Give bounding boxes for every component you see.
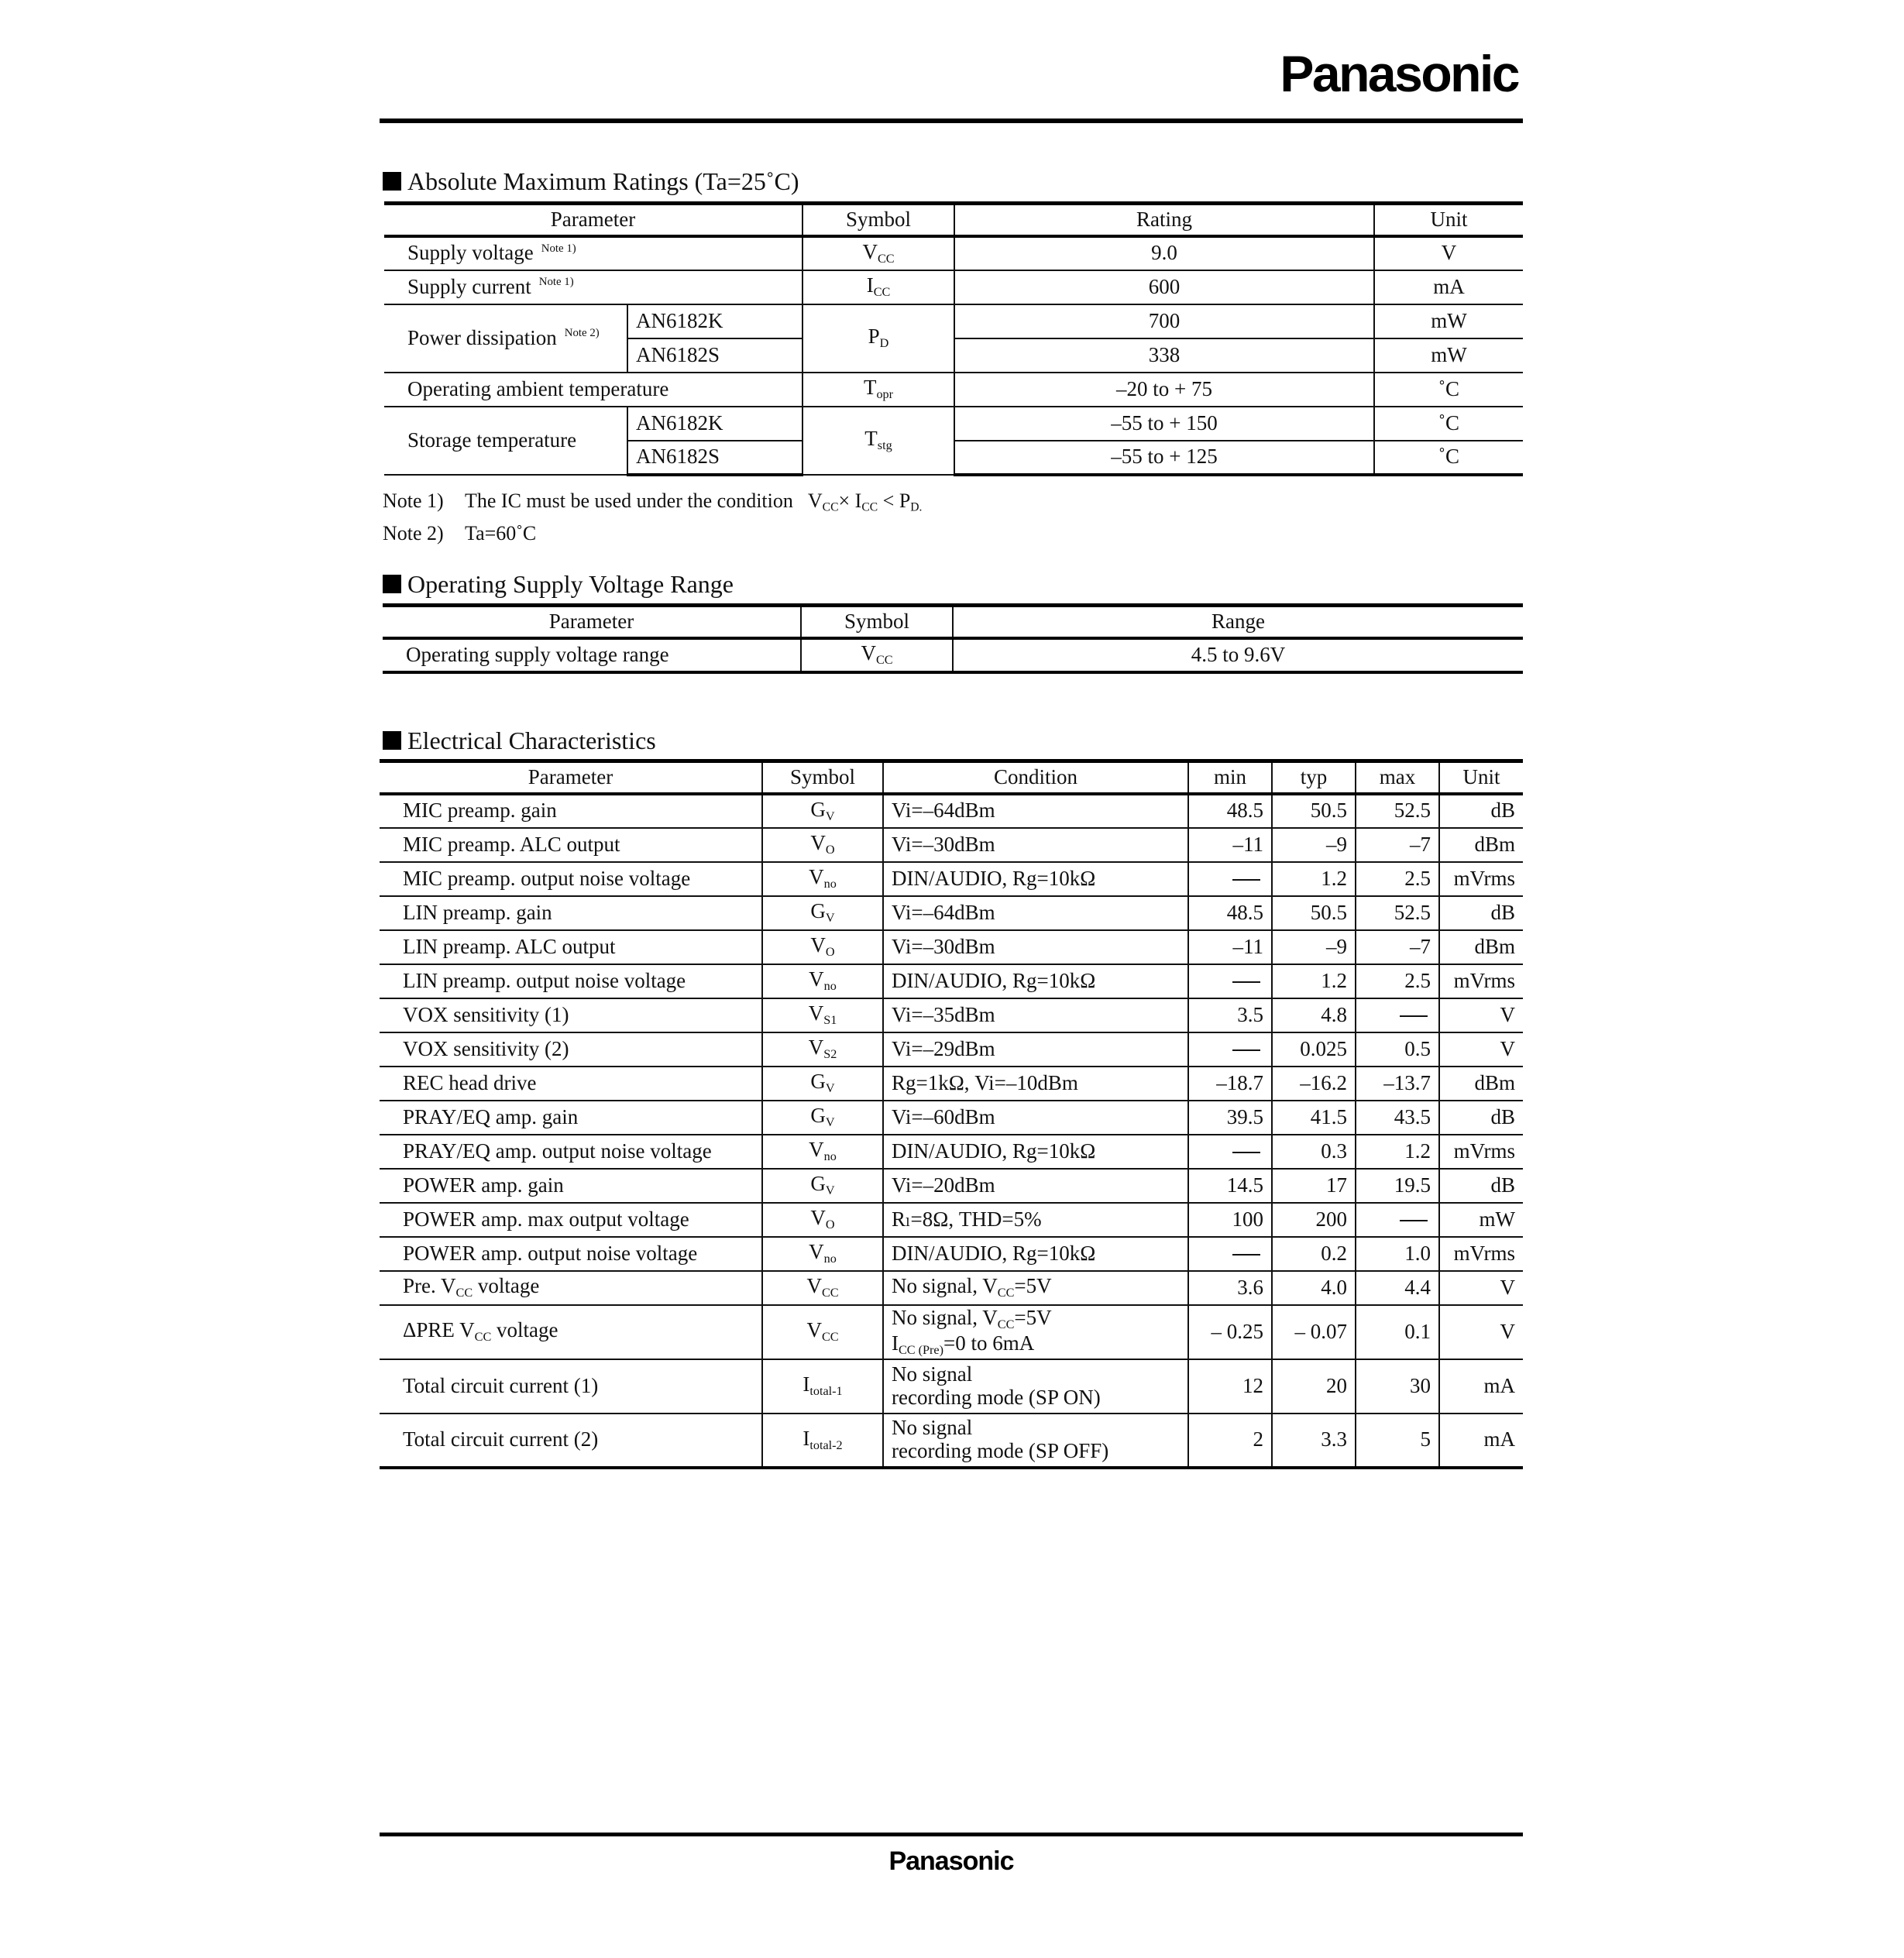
typ-cell: –9: [1272, 930, 1356, 964]
typ-cell: 0.025: [1272, 1032, 1356, 1067]
param-cell: MIC preamp. ALC output: [380, 828, 762, 862]
footer-logo: Panasonic: [888, 1846, 1014, 1876]
table-header-row: Parameter Symbol Rating Unit: [384, 204, 1523, 236]
symbol-cell: $V_{no}$: [762, 862, 883, 896]
unit-cell: dB: [1439, 1101, 1523, 1135]
unit-cell: mVrms: [1439, 862, 1523, 896]
param-cell: PRAY/EQ amp. gain: [380, 1101, 762, 1135]
min-cell: [1188, 1237, 1272, 1271]
not-specified-dash: [1232, 1152, 1260, 1153]
min-cell: 48.5: [1188, 794, 1272, 828]
table-row: [380, 1101, 1523, 1135]
typ-cell: 1.2: [1272, 964, 1356, 998]
max-cell: –7: [1356, 930, 1439, 964]
condition-cell: DIN/AUDIO, Rg=10kΩ: [883, 1135, 1188, 1169]
min-cell: –11: [1188, 828, 1272, 862]
table-row: [380, 896, 1523, 930]
param-cell: LIN preamp. gain: [380, 896, 762, 930]
op-range-title: Operating Supply Voltage Range: [383, 572, 734, 596]
max-cell: –13.7: [1356, 1067, 1439, 1101]
table-row: Operating ambient temperature $T_{opr}$ –20 to + 75 ˚C: [384, 373, 1523, 407]
section-square-icon: [383, 172, 401, 191]
min-cell: [1188, 1032, 1272, 1067]
unit-cell: mVrms: [1439, 1237, 1523, 1271]
max-cell: 1.0: [1356, 1237, 1439, 1271]
header-rule: [380, 119, 1523, 123]
param-cell: REC head drive: [380, 1067, 762, 1101]
min-cell: 3.5: [1188, 998, 1272, 1032]
param-cell: VOX sensitivity (2): [380, 1032, 762, 1067]
max-cell: [1356, 998, 1439, 1032]
condition-cell: Vi=–20dBm: [883, 1169, 1188, 1203]
max-cell: 52.5: [1356, 794, 1439, 828]
table-row: Storage temperature AN6182K $T_{stg}$ –55 to + 150 ˚C: [384, 407, 1523, 441]
table-row: [380, 1135, 1523, 1169]
condition-cell: Vi=–30dBm: [883, 828, 1188, 862]
typ-cell: –16.2: [1272, 1067, 1356, 1101]
not-specified-dash: [1232, 981, 1260, 983]
max-cell: 0.5: [1356, 1032, 1439, 1067]
param-cell: PRAY/EQ amp. output noise voltage: [380, 1135, 762, 1169]
min-cell: [1188, 862, 1272, 896]
min-cell: –18.7: [1188, 1067, 1272, 1101]
condition-cell: Vi=–29dBm: [883, 1032, 1188, 1067]
param-cell: POWER amp. gain: [380, 1169, 762, 1203]
min-cell: 39.5: [1188, 1101, 1272, 1135]
table-row: [380, 1067, 1523, 1101]
table-row: Pre. $V_{CC}$ voltage $V_{CC}$ No signal, $V_{CC}=5V$ 3.6 4.0 4.4 V: [380, 1271, 1523, 1305]
unit-cell: mVrms: [1439, 964, 1523, 998]
symbol-cell: $G_V$: [762, 896, 883, 930]
min-cell: [1188, 964, 1272, 998]
unit-cell: dB: [1439, 1169, 1523, 1203]
note-1: Note 1) The IC must be used under the condition $V_{CC}\times I_{CC} < P_{D.}$: [383, 490, 923, 514]
typ-cell: 4.8: [1272, 998, 1356, 1032]
symbol-cell: $G_V$: [762, 1101, 883, 1135]
table-row: [380, 828, 1523, 862]
condition-cell: Vi=–64dBm: [883, 794, 1188, 828]
symbol-cell: $V_{no}$: [762, 1237, 883, 1271]
table-row: Operating supply voltage range $V_{CC}$ 4.5 to 9.6V: [383, 638, 1523, 672]
brand-logo: Panasonic: [1280, 45, 1518, 102]
unit-cell: dBm: [1439, 1067, 1523, 1101]
typ-cell: 1.2: [1272, 862, 1356, 896]
datasheet-page: [380, 0, 1523, 1958]
max-cell: 19.5: [1356, 1169, 1439, 1203]
min-cell: [1188, 1135, 1272, 1169]
not-specified-dash: [1232, 879, 1260, 881]
condition-cell: DIN/AUDIO, Rg=10kΩ: [883, 1237, 1188, 1271]
condition-cell: DIN/AUDIO, Rg=10kΩ: [883, 862, 1188, 896]
symbol-cell: $G_V$: [762, 1067, 883, 1101]
min-cell: –11: [1188, 930, 1272, 964]
not-specified-dash: [1400, 1220, 1428, 1221]
min-cell: 100: [1188, 1203, 1272, 1237]
param-cell: VOX sensitivity (1): [380, 998, 762, 1032]
table-row: AN6182S 338 mW: [384, 338, 1523, 373]
typ-cell: 41.5: [1272, 1101, 1356, 1135]
symbol-cell: $G_V$: [762, 794, 883, 828]
table-header-row: Parameter Symbol Range: [383, 606, 1523, 638]
param-cell: POWER amp. output noise voltage: [380, 1237, 762, 1271]
elec-table: [380, 759, 1523, 1469]
table-row: [380, 862, 1523, 896]
symbol-cell: $V_O$: [762, 930, 883, 964]
table-row: Supply voltage $^{Note 1)}$ $V_{CC}$ 9.0 V: [384, 236, 1523, 270]
param-cell: MIC preamp. output noise voltage: [380, 862, 762, 896]
param-cell: LIN preamp. ALC output: [380, 930, 762, 964]
param-cell: MIC preamp. gain: [380, 794, 762, 828]
max-cell: 1.2: [1356, 1135, 1439, 1169]
table-row: Power dissipation $^{Note 2)}$ AN6182K $P_D$ 700 mW: [384, 304, 1523, 338]
max-cell: 52.5: [1356, 896, 1439, 930]
table-row: [380, 1203, 1523, 1237]
condition-cell: Vi=–35dBm: [883, 998, 1188, 1032]
symbol-cell: $V_O$: [762, 828, 883, 862]
table-row: [380, 1169, 1523, 1203]
param-cell: POWER amp. max output voltage: [380, 1203, 762, 1237]
condition-cell: Vi=–30dBm: [883, 930, 1188, 964]
symbol-cell: $V_{no}$: [762, 964, 883, 998]
symbol-cell: $G_V$: [762, 1169, 883, 1203]
not-specified-dash: [1400, 1015, 1428, 1017]
table-row: ΔPRE $V_{CC}$ voltage $V_{CC}$ No signal, $V_{CC}=5V$ $I_{CC (Pre)}=0$ to 6mA – 0.25 – 0.07 0.1 V: [380, 1305, 1523, 1359]
table-row: Total circuit current (2) $I_{total-2}$ No signal recording mode (SP OFF) 2 3.3 5 mA: [380, 1414, 1523, 1468]
typ-cell: 200: [1272, 1203, 1356, 1237]
condition-cell: Vi=–60dBm: [883, 1101, 1188, 1135]
unit-cell: dBm: [1439, 828, 1523, 862]
symbol-cell: $V_{S1}$: [762, 998, 883, 1032]
notes: [383, 488, 922, 546]
unit-cell: dB: [1439, 896, 1523, 930]
table-row: [380, 1237, 1523, 1271]
condition-cell: Rₗ=8Ω, THD=5%: [883, 1203, 1188, 1237]
table-row: Supply current $^{Note 1)}$ $I_{CC}$ 600 mA: [384, 270, 1523, 304]
unit-cell: V: [1439, 1032, 1523, 1067]
symbol-cell: $V_O$: [762, 1203, 883, 1237]
max-cell: 2.5: [1356, 862, 1439, 896]
max-cell: 43.5: [1356, 1101, 1439, 1135]
table-row: [380, 964, 1523, 998]
elec-title: Electrical Characteristics: [383, 728, 656, 753]
abs-max-table: [384, 201, 1523, 476]
param-cell: LIN preamp. output noise voltage: [380, 964, 762, 998]
not-specified-dash: [1232, 1049, 1260, 1051]
unit-cell: V: [1439, 998, 1523, 1032]
symbol-cell: $V_{S2}$: [762, 1032, 883, 1067]
table-row: [380, 794, 1523, 828]
min-cell: 48.5: [1188, 896, 1272, 930]
unit-cell: mVrms: [1439, 1135, 1523, 1169]
condition-cell: Rg=1kΩ, Vi=–10dBm: [883, 1067, 1188, 1101]
unit-cell: mW: [1439, 1203, 1523, 1237]
max-cell: [1356, 1203, 1439, 1237]
not-specified-dash: [1232, 1254, 1260, 1256]
table-row: [380, 930, 1523, 964]
unit-cell: dB: [1439, 794, 1523, 828]
symbol-cell: $V_{no}$: [762, 1135, 883, 1169]
min-cell: 14.5: [1188, 1169, 1272, 1203]
typ-cell: 17: [1272, 1169, 1356, 1203]
table-row: [380, 998, 1523, 1032]
table-row: [380, 1032, 1523, 1067]
table-row: Total circuit current (1) $I_{total-1}$ No signal recording mode (SP ON) 12 20 30 mA: [380, 1359, 1523, 1414]
typ-cell: 0.2: [1272, 1237, 1356, 1271]
table-header-row: Parameter Symbol Condition min typ max Unit: [380, 761, 1523, 794]
note-2: Note 2) Ta=60˚C: [383, 521, 537, 544]
max-cell: 2.5: [1356, 964, 1439, 998]
section-square-icon: [383, 575, 401, 593]
unit-cell: dBm: [1439, 930, 1523, 964]
typ-cell: 50.5: [1272, 794, 1356, 828]
typ-cell: –9: [1272, 828, 1356, 862]
section-square-icon: [383, 731, 401, 750]
op-range-table: [383, 603, 1523, 674]
condition-cell: Vi=–64dBm: [883, 896, 1188, 930]
table-row: AN6182S –55 to + 125 ˚C: [384, 441, 1523, 475]
typ-cell: 0.3: [1272, 1135, 1356, 1169]
max-cell: –7: [1356, 828, 1439, 862]
typ-cell: 50.5: [1272, 896, 1356, 930]
footer-rule: [380, 1833, 1523, 1836]
abs-max-title: Absolute Maximum Ratings (Ta=25˚C): [383, 169, 799, 194]
condition-cell: DIN/AUDIO, Rg=10kΩ: [883, 964, 1188, 998]
